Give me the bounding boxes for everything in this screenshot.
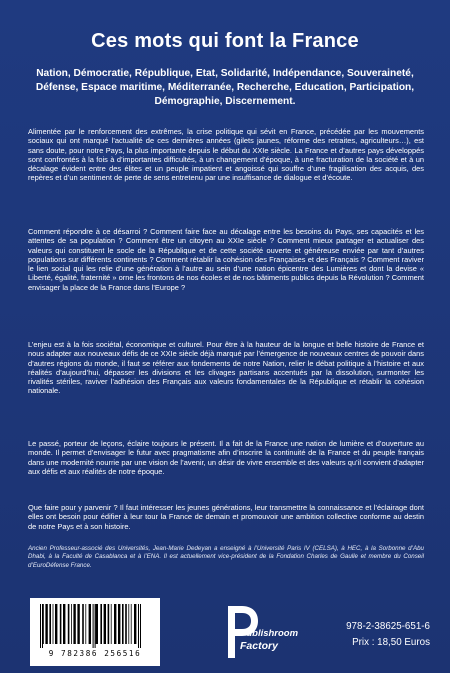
- isbn-number: 978-2-38625-651-6: [346, 621, 430, 632]
- summary-paragraph-3: L’enjeu est à la fois sociétal, économique et culturel. Pour être à la hauteur de la longue et belle histoire de France et nous adapter aux nouveaux défis de ce XXIe siècle déjà marqué par l’émergence de nouveaux centres de pouvoir dans d’autres régions du monde, il faut se référer aux fondements de notre Nation, relier le débat politique à l’histoire et aux réalités d’aujourd’hui, dépasser les divisions et les clivages partisans accentués par la dissolution, surmonter les rivalités stériles, raviver l’adhésion des Français aux valeurs fondamentales de la République et rétablir la cohésion nationale.: [28, 340, 424, 396]
- isbn-barcode: [30, 598, 160, 666]
- summary-paragraph-4: Le passé, porteur de leçons, éclaire toujours le présent. Il a fait de la France une nation de lumière et d’ouverture au monde. Il permet d’envisager le futur avec pragmatisme afin d’inscrire la continuité de la France et du peuple français dans une modernité nourrie par une vision de l’avenir, un désir de vivre ensemble et des valeurs qu’il convient d’adapter aux défis et aux réalités de notre époque.: [28, 439, 424, 476]
- publisher-name-2: Factory: [240, 640, 278, 652]
- author-bio: Ancien Professeur-associé des Universités, Jean-Marie Dedeyan a enseigné à l’Université Paris IV (CELSA), à HEC, à la Sorbonne d’Abu Dhabi, à la Faculté de Casablanca et à l’ENA. Il est actuellement vice-président de la Fondation Charles de Gaulle et membre du Conseil d’EuroDéfense France.: [28, 545, 424, 569]
- publisher-name: Publishroom: [240, 628, 299, 639]
- keywords-list: Nation, Démocratie, République, Etat, Solidarité, Indépendance, Souveraineté, Défense, Espace maritime, Méditerranée, Recherche, Education, Participation, Démographie, Discernement.: [35, 68, 415, 108]
- barcode-digits: 9 782386 256516: [48, 649, 142, 658]
- publisher-logo: [222, 602, 299, 664]
- book-price: Prix : 18,50 Euros: [352, 637, 430, 648]
- summary-paragraph-2: Comment répondre à ce désarroi ? Comment faire face au décalage entre les besoins du Pays, ses capacités et les attentes de sa population ? Comment être un citoyen au XXIe siècle ? Comment mieux partager et actualiser des valeurs qui constituent le socle de la République et de cette société ouverte et généreuse enviée par tant d’autres populations sur différents continents ? Comment rétablir la cohésion des Françaises et des Français ? Comment raviver le lien social qui les relie d’une génération à l’autre au sein d’une nation épicentre des Lumières et dont la devise « Liberté, égalité, fraternité » orne les frontons de nos écoles et de nos bâtiments publics depuis la Révolution ? Comment envisager la place de la France dans l’Europe ?: [28, 227, 424, 292]
- barcode-bars-icon: [36, 604, 154, 648]
- book-title: Ces mots qui font la France: [91, 30, 359, 52]
- summary-paragraph-5: Que faire pour y parvenir ? Il faut intéresser les jeunes générations, leur transmettre la connaissance et l’éclairage dont elles ont besoin pour édifier à leur tour la France de demain et promouvoir une ambition collective conforme au destin de notre Pays et à son histoire.: [28, 503, 424, 531]
- summary-paragraph-1: Alimentée par le renforcement des extrêmes, la crise politique qui sévit en France, précédée par les mouvements sociaux qui ont marqué l’actualité de ces dernières années (gilets jaunes, réforme des retraites, agriculteurs…), est sans doute, pour notre Pays, la plus importante depuis le début du XXIe siècle. La France et d’autres pays développés sont confrontés à la fois à d’importantes difficultés, à un changement d’époque, à une fracturation de la société et à un décalage évident entre des élites et un peuple impatient et angoissé qui souffre d’une fragilisation des acquis, des repères et d’un sentiment de perte de sens entretenu par une insuffisance de dialogue et d’écoute.: [28, 127, 424, 183]
